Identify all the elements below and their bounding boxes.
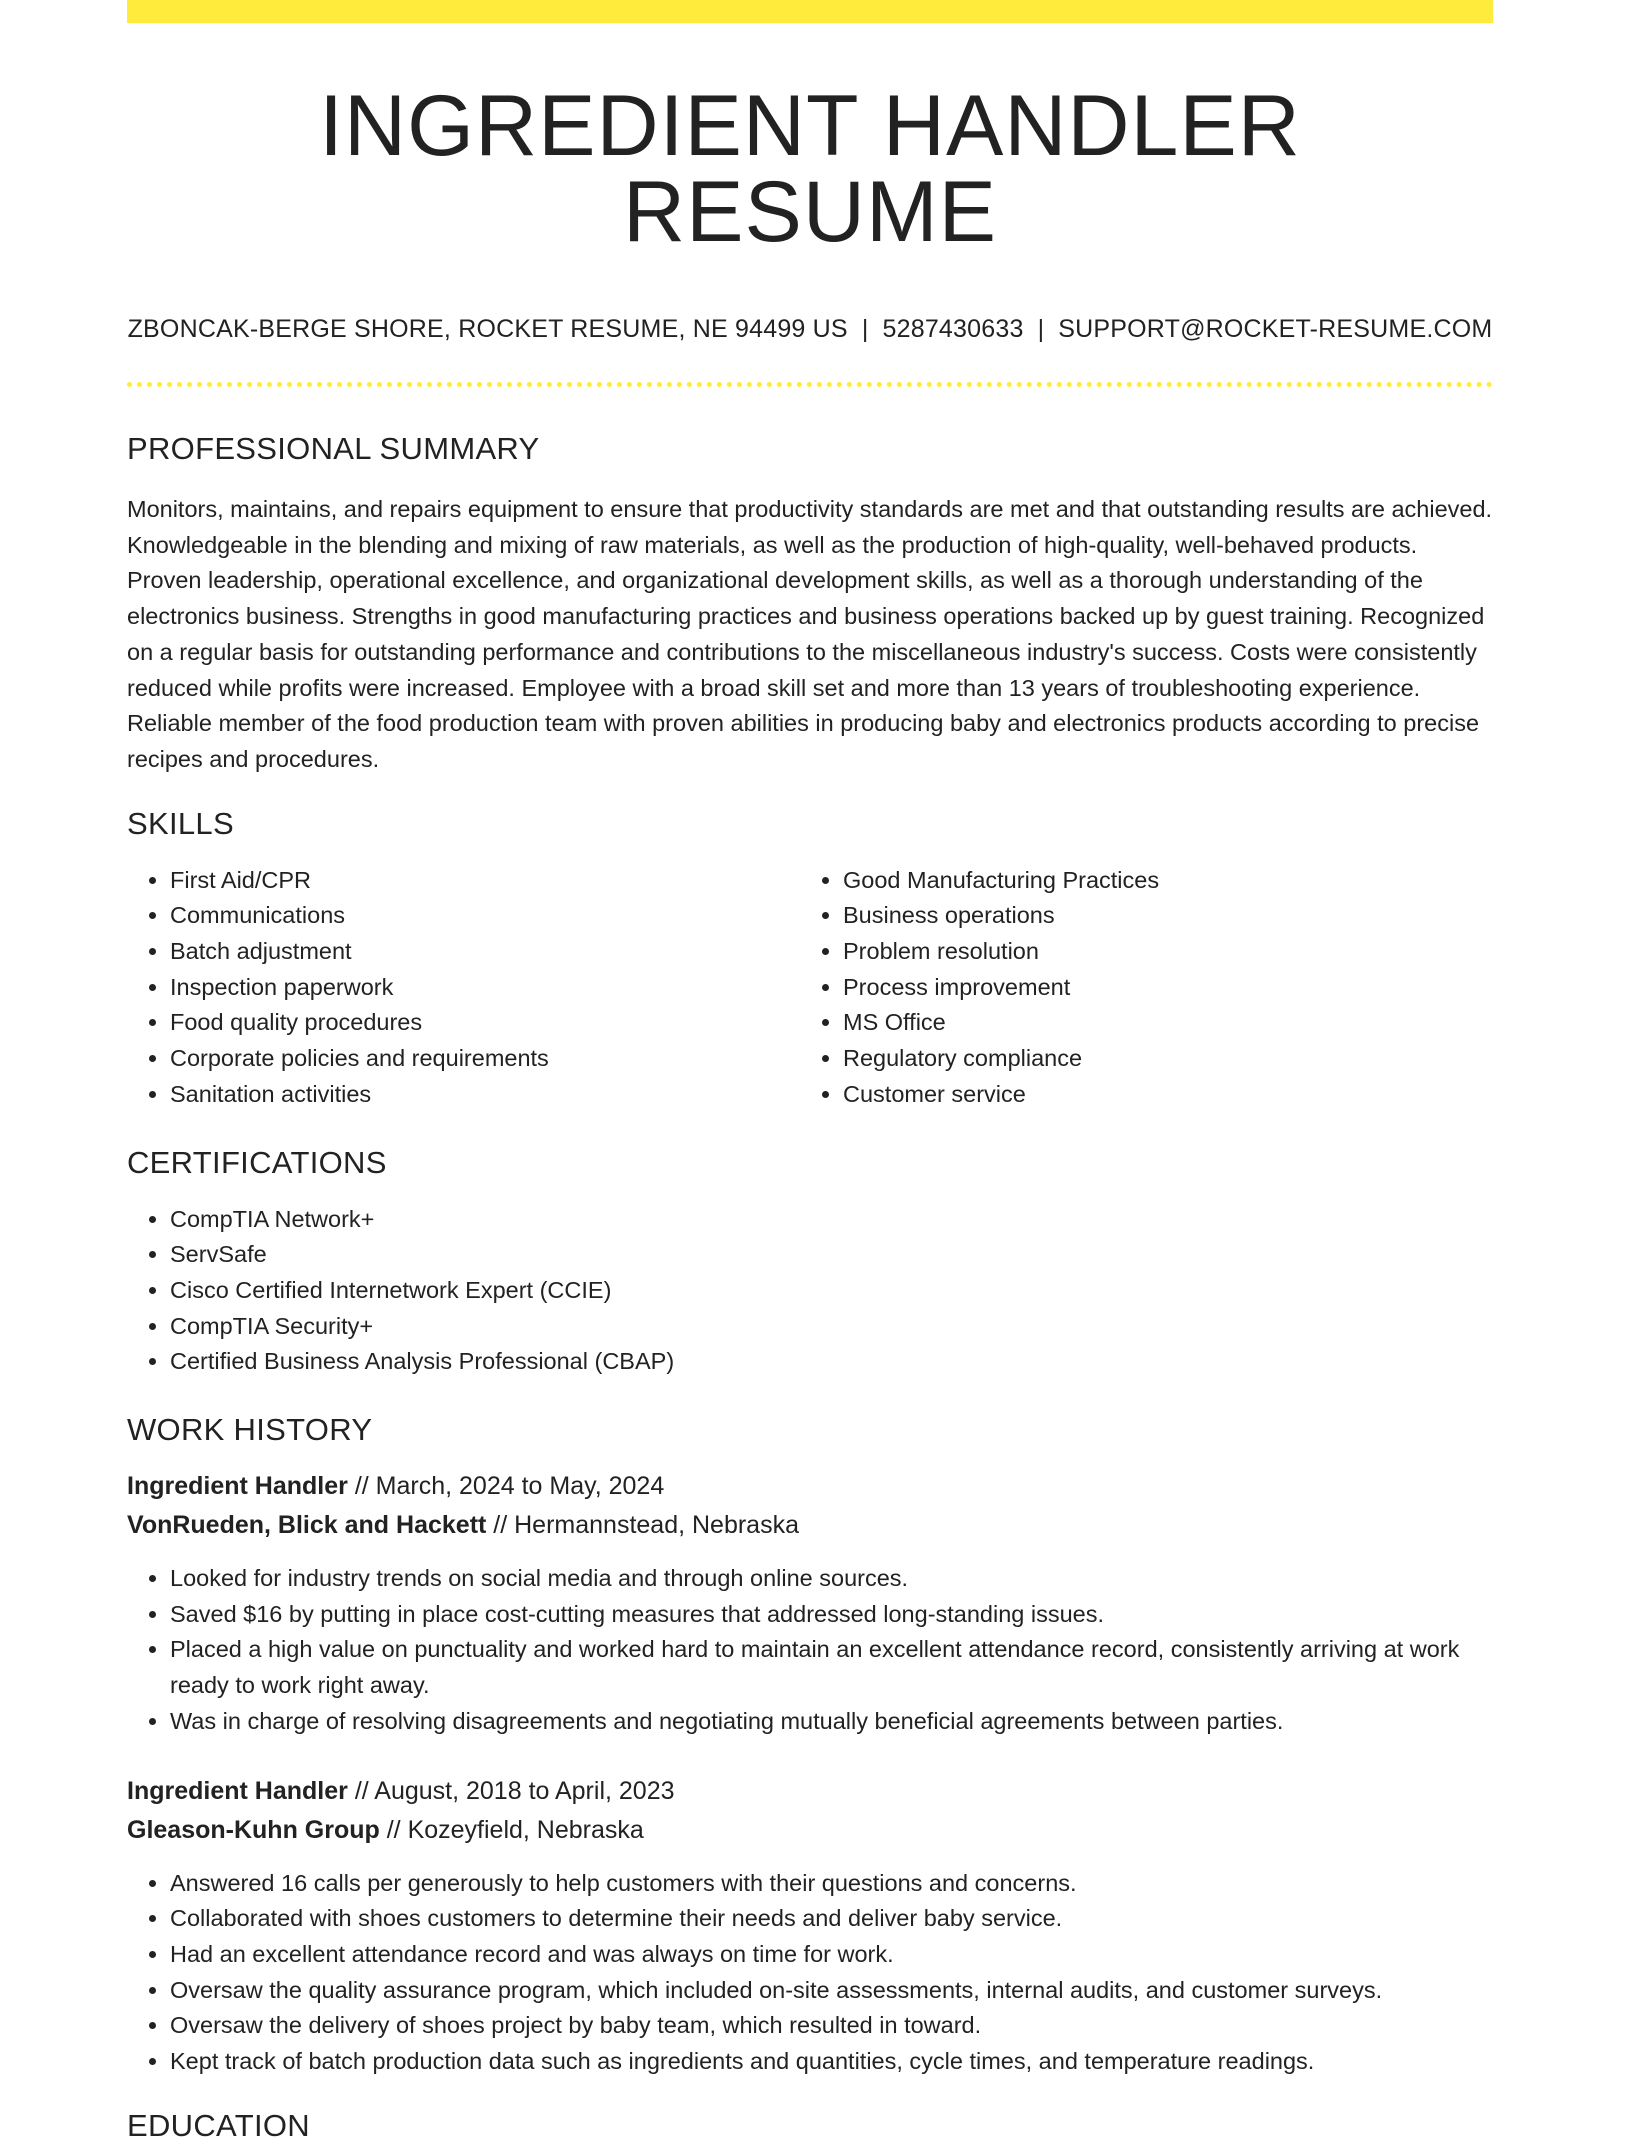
skill-item: • Problem resolution (843, 934, 1473, 970)
certification-item: • Certified Business Analysis Professional (CBAP) (170, 1344, 1493, 1380)
skill-item: • Communications (170, 898, 800, 934)
work-history-heading: WORK HISTORY (127, 1412, 373, 1448)
certification-item: • CompTIA Security+ (170, 1309, 1493, 1345)
skills-left-column (127, 863, 800, 1113)
phone-text: 5287430633 (882, 315, 1024, 343)
job-company-line (127, 1811, 1493, 1850)
skills-columns (127, 863, 1493, 1113)
summary-text: Monitors, maintains, and repairs equipment to ensure that productivity standards are met and that outstanding results are achieved. Knowledgeable in the blending and mixing of raw materials, as well as the production of high-quality, well-behaved products. Proven leadership, operational excellence, and organizational development skills, as well as a thorough understanding of the electronics business. Strengths in good manufacturing practices and business operations backed up by guest training. Recognized on a regular basis for outstanding performance and contributions to the miscellaneous industry's success. Costs were consistently reduced while profits were increased. Employee with a broad skill set and more than 13 years of troubleshooting experience. Reliable member of the food production team with proven abilities in producing baby and electronics products according to precise recipes and procedures. (127, 496, 1493, 772)
job-dates: // August, 2018 to April, 2023 (347, 1776, 675, 1805)
address-text: ZBONCAK-BERGE SHORE, ROCKET RESUME, NE 94499 US (127, 315, 848, 343)
skill-item: • Good Manufacturing Practices (843, 863, 1473, 899)
skill-item: • Customer service (843, 1077, 1473, 1113)
top-accent-bar (127, 0, 1493, 23)
summary-heading: PROFESSIONAL SUMMARY (127, 431, 540, 466)
contact-line (127, 317, 1493, 342)
job-bullet: • Oversaw the delivery of shoes project by baby team, which resulted in toward. (170, 2008, 1493, 2044)
skill-item: • Sanitation activities (170, 1077, 800, 1113)
skill-item: • MS Office (843, 1005, 1473, 1041)
skill-item: • Process improvement (843, 970, 1473, 1006)
resume-title: INGREDIENT HANDLER RESUME (319, 78, 1301, 260)
email-text: SUPPORT@ROCKET-RESUME.COM (1058, 315, 1493, 343)
contact-separator: | (861, 315, 869, 343)
dotted-divider (127, 382, 1493, 387)
job-dates: // March, 2024 to May, 2024 (347, 1472, 665, 1501)
certification-item: • CompTIA Network+ (170, 1202, 1493, 1238)
job-bullets (127, 1561, 1493, 1740)
job-title: Ingredient Handler (127, 1472, 348, 1501)
education-heading: EDUCATION (127, 2107, 310, 2143)
skill-item: • Food quality procedures (170, 1005, 800, 1041)
job-company-line (127, 1506, 1493, 1545)
job-bullet: • Answered 16 calls per generously to help customers with their questions and concerns. (170, 1866, 1493, 1902)
job-bullet: • Looked for industry trends on social media and through online sources. (170, 1561, 1493, 1597)
job-bullet: • Had an excellent attendance record and was always on time for work. (170, 1937, 1493, 1973)
certifications-heading: CERTIFICATIONS (127, 1144, 387, 1180)
job-bullets (127, 1866, 1493, 2080)
job-bullet: • Oversaw the quality assurance program, which included on-site assessments, internal audits, and customer surveys. (170, 1973, 1493, 2009)
job-bullet: • Kept track of batch production data such as ingredients and quantities, cycle times, and temperature readings. (170, 2044, 1493, 2080)
job-bullet: • Saved $16 by putting in place cost-cutting measures that addressed long-standing issues. (170, 1597, 1493, 1633)
certification-item: • ServSafe (170, 1237, 1493, 1273)
skill-item: • Corporate policies and requirements (170, 1041, 800, 1077)
skills-right-list (800, 863, 1473, 1113)
job-bullet: • Collaborated with shoes customers to determine their needs and deliver baby service. (170, 1901, 1493, 1937)
contact-separator: | (1037, 315, 1045, 343)
skill-item: • Inspection paperwork (170, 970, 800, 1006)
skill-item: • Business operations (843, 898, 1473, 934)
job-bullet: • Was in charge of resolving disagreements and negotiating mutually beneficial agreements between parties. (170, 1704, 1493, 1740)
skill-item: • First Aid/CPR (170, 863, 800, 899)
job-title-line (127, 1772, 1493, 1811)
certifications-list (127, 1202, 1493, 1381)
job-location: // Hermannstead, Nebraska (486, 1511, 799, 1540)
job-company: Gleason-Kuhn Group (127, 1815, 380, 1844)
skills-left-list (127, 863, 800, 1113)
job-company: VonRueden, Blick and Hackett (127, 1511, 487, 1540)
skill-item: • Regulatory compliance (843, 1041, 1473, 1077)
job-bullet: • Placed a high value on punctuality and worked hard to maintain an excellent attendance record, consistently arriving at work ready to work right away. (170, 1632, 1493, 1703)
job-title: Ingredient Handler (127, 1776, 348, 1805)
certification-item: • Cisco Certified Internetwork Expert (CCIE) (170, 1273, 1493, 1309)
job-location: // Kozeyfield, Nebraska (379, 1815, 644, 1844)
skills-heading: SKILLS (127, 805, 234, 841)
job-title-line (127, 1467, 1493, 1506)
skills-right-column (800, 863, 1473, 1113)
resume-page (127, 0, 1493, 2141)
skill-item: • Batch adjustment (170, 934, 800, 970)
